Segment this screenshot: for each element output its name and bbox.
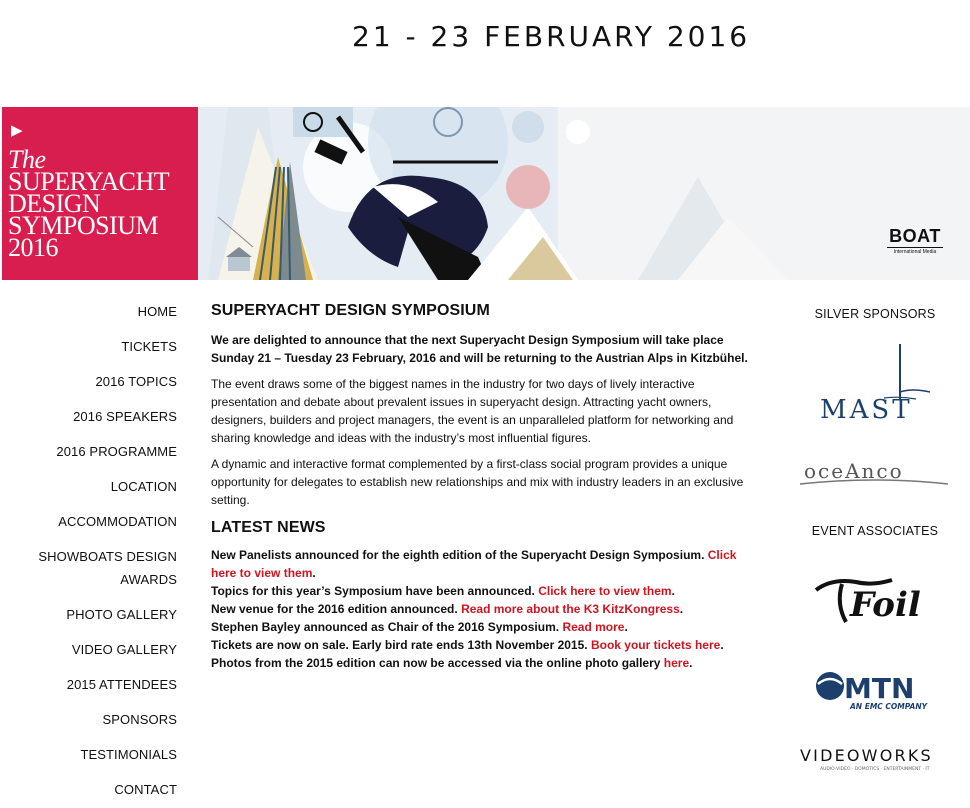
nav-testimonials[interactable]: TESTIMONIALS: [80, 747, 177, 762]
news-text: New venue for the 2016 edition announced.: [211, 602, 462, 616]
brand-line-year: 2016: [8, 233, 58, 262]
boat-logo-sub: International Media: [893, 249, 937, 255]
news-item: [211, 582, 759, 600]
mtn-logo-text: MTN: [844, 672, 915, 705]
news-list: [211, 546, 759, 672]
nav-photo-gallery[interactable]: PHOTO GALLERY: [66, 607, 177, 622]
play-icon: ▶: [11, 122, 23, 139]
nav-2016-topics[interactable]: 2016 TOPICS: [95, 374, 177, 389]
oceanco-logo-text: oceAnco: [804, 459, 904, 483]
nav-home[interactable]: HOME: [137, 304, 177, 319]
mast-logo[interactable]: [812, 342, 932, 422]
brand-title: [8, 145, 170, 262]
nav-2016-speakers[interactable]: 2016 SPEAKERS: [73, 409, 177, 424]
nav-sponsors[interactable]: SPONSORS: [102, 712, 177, 727]
news-period: .: [671, 584, 675, 598]
nav-accommodation[interactable]: ACCOMMODATION: [58, 514, 177, 529]
news-text: Topics for this year’s Symposium have been announced.: [211, 584, 539, 598]
news-item: [211, 546, 759, 582]
banner-illustration: [198, 107, 970, 280]
nav-showboats-awards-line[interactable]: AWARDS: [120, 572, 177, 587]
mtn-logo-mark: [814, 670, 940, 712]
news-item: [211, 618, 759, 636]
foil-logo-mark: [812, 574, 942, 630]
main-content: [211, 300, 759, 672]
news-period: .: [689, 656, 693, 670]
brand-line-superyacht: SUPERYACHT: [8, 167, 170, 196]
news-period: .: [312, 566, 316, 580]
nav-contact[interactable]: CONTACT: [114, 782, 177, 797]
oceanco-logo[interactable]: [798, 456, 950, 490]
nav-video-gallery[interactable]: VIDEO GALLERY: [71, 642, 177, 657]
nav-showboats-design-awards[interactable]: SHOWBOATS DESIGN: [38, 549, 177, 564]
news-link[interactable]: Book your tickets here: [590, 638, 721, 652]
news-text: Stephen Bayley announced as Chair of the 2016 Symposium.: [211, 620, 563, 634]
boat-logo-word: BOAT: [889, 226, 941, 246]
videoworks-logo[interactable]: [798, 744, 954, 772]
brand-block[interactable]: [2, 107, 198, 280]
boat-international-logo[interactable]: [885, 227, 945, 255]
news-link[interactable]: Click here to view them: [211, 548, 737, 580]
news-item: [211, 636, 759, 654]
news-link[interactable]: Read more: [562, 620, 625, 634]
mast-logo-text: MAST: [820, 395, 913, 422]
nav-location[interactable]: LOCATION: [110, 479, 177, 494]
intro-paragraph-2: A dynamic and interactive format complemented by a first-class social program provides a unique opportunity for delegates to establish new relationships and mix with industry leaders in an exclusive setting.: [211, 457, 744, 507]
boat-logo-rule: [887, 247, 943, 248]
videoworks-logo-text: VIDEOWORKS: [800, 746, 933, 765]
foil-logo[interactable]: [812, 574, 942, 630]
news-item: [211, 600, 759, 618]
news-text: Tickets are now on sale. Early bird rate ends 13th November 2015.: [211, 638, 591, 652]
videoworks-logo-mark: [798, 744, 954, 772]
brand-line-symposium: SYMPOSIUM: [8, 211, 159, 240]
nav-2015-attendees[interactable]: 2015 ATTENDEES: [66, 677, 177, 692]
foil-logo-text: Foil: [850, 585, 921, 625]
event-associates-heading: EVENT ASSOCIATES: [811, 524, 939, 538]
header-banner[interactable]: [2, 107, 970, 280]
news-period: .: [624, 620, 628, 634]
videoworks-logo-subtext: AUDIO·VIDEO · DOMOTICS · ENTERTAINMENT · IT: [820, 767, 930, 772]
brand-line-design: DESIGN: [8, 189, 101, 218]
brand-line-the: The: [8, 145, 46, 174]
intro-lead: We are delighted to announce that the next Superyacht Design Symposium will take place Sunday 21 – Tuesday 23 February, 2016 and will be returning to the Austrian Alps in Kitzbühel.: [211, 333, 748, 365]
nav-2016-programme[interactable]: 2016 PROGRAMME: [56, 444, 177, 459]
banner-art-image: [198, 107, 970, 280]
news-link[interactable]: here: [663, 656, 690, 670]
news-period: .: [679, 602, 684, 616]
event-date-heading: 21 - 23 FEBRUARY 2016: [352, 20, 751, 53]
latest-news-heading: LATEST NEWS: [211, 519, 326, 536]
news-link[interactable]: Click here to view them: [538, 584, 672, 598]
news-item: [211, 654, 759, 672]
page-title: SUPERYACHT DESIGN SYMPOSIUM: [211, 302, 490, 319]
mast-logo-mark: [812, 342, 932, 422]
nav-tickets[interactable]: TICKETS: [121, 339, 177, 354]
news-link[interactable]: Read more about the K3 KitzKongress: [461, 602, 680, 616]
intro-paragraph-1: The event draws some of the biggest names in the industry for two days of lively interactive presentation and debate about prevalent issues in superyacht design. Attracting yacht owners, designers, builders and project managers, the event is an unparalleled platform for networking and sharing knowledge and ideas with the industry’s most influential figures.: [211, 377, 734, 445]
oceanco-logo-mark: [798, 456, 950, 490]
silver-sponsors-heading: SILVER SPONSORS: [814, 307, 936, 321]
news-text: New Panelists announced for the eighth edition of the Superyacht Design Symposium.: [211, 548, 708, 562]
mtn-logo[interactable]: [814, 670, 940, 712]
mtn-logo-subtext: AN EMC COMPANY: [850, 702, 928, 711]
main-navigation: [0, 300, 177, 808]
news-period: .: [720, 638, 724, 652]
news-text: Photos from the 2015 edition can now be accessed via the online photo gallery: [211, 656, 664, 670]
